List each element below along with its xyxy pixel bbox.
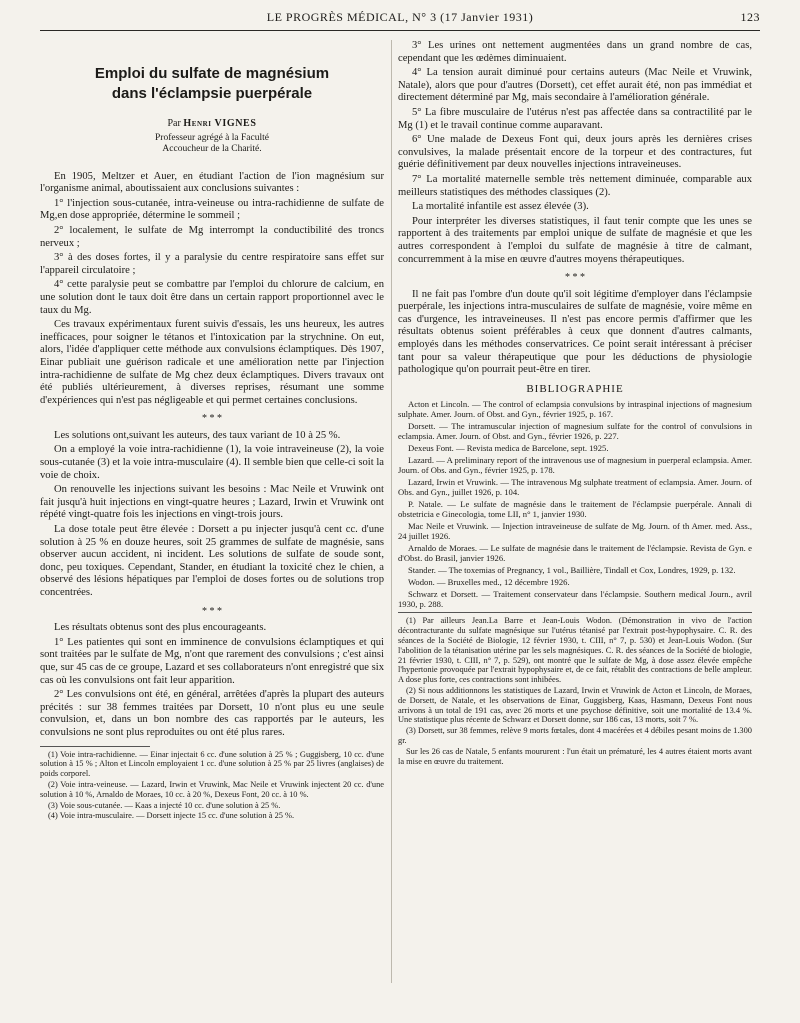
footnote: (1) Voie intra-rachidienne. — Einar injectait 6 cc. d'une solution à 25 % ; Guggisberg, 10 cc. d'une solution à 15 % ; Alton et Lincoln employaient 1 cc. d'une solution à 25 % par 25 livres (anglaises) de poids corporel. <box>40 749 384 779</box>
bibliography-entry: Schwarz et Dorsett. — Traitement conservateur dans l'éclampsie. Southern medical Journ., avril 1930, p. 288. <box>398 589 752 610</box>
paragraph: Il ne fait pas l'ombre d'un doute qu'il soit légitime d'employer dans l'éclampsie puerpérale, les injections intra-musculaires de sulfate de magnésie, voire même en cas d'urgence, les intraveineuses. Il n'est pas encore permis d'affirmer que les résultats obtenus soient préférables à ceux que donnent d'autres calmants, employés dans les méthodes conservatrices. Ce point serait intéressant à préciser tant pour sa valeur thérapeutique que pour les déductions de physiologie pathologique qu'on pourrait peut-être en tirer. <box>398 288 752 376</box>
paragraph: 6° Une malade de Dexeus Font qui, deux jours après les dernières crises convulsives, la malade présentait encore de la torpeur et des contractures, fut guérie définitivement par deux nouvelles injections intraveineuses. <box>398 134 752 171</box>
footnote: (1) Par ailleurs Jean.La Barre et Jean-Louis Wodon. (Démonstration in vivo de l'action décontracturante du sulfate magnésique sur l'utérus tétanisé par l'extrait post-hypophysaire. C. R. des séances de la Société de Biologie, 12 février 1930, t. CIII, n° 7, p. 530) et Jean-Louis Wodon. (Sur l'abolition de la tétanisation utérine par les sels magnésiques. C. R. des séances de la Société de biologie, 21 février 1930, t. CIII, n° 7, p. 529), ont montré que le sulfate de Mg, à dose assez élevée empêche l'hypertonie provoquée par l'extrait hypophysaire et, de ce fait, rétablit des contractions de belle ampleur. A dose plus forte, ces contractions sont inhibées. <box>398 616 752 685</box>
bibliography-title: BIBLIOGRAPHIE <box>526 382 624 395</box>
article-title-line-1: Emploi du sulfate de magnésium <box>94 65 330 82</box>
affiliation <box>40 133 384 155</box>
left-column <box>40 40 384 822</box>
paragraph: 4° cette paralysie peut se combattre par l'emploi du chlorure de calcium, en une solution dont le taux doit être dans un certain rapport proportionnel avec le taux du Mg. <box>40 279 384 316</box>
paragraph: 4° La tension aurait diminué pour certains auteurs (Mac Neile et Vruwink, Natale), alors que pour d'autres (Dorsett), cet effet aurait été, non pas immédiat et directement déterminé par Mg, mais secondaire à l'amélioration générale. <box>398 67 752 104</box>
affiliation-line-1: Professeur agrégé à la Faculté <box>155 132 269 143</box>
bibliography-entry: P. Natale. — Le sulfate de magnésie dans le traitement de l'éclampsie puerpérale. Annali di obstetricia e Ginecologia, tome LII, n° 1, janvier 1930. <box>398 499 752 520</box>
paragraph: On a employé la voie intra-rachidienne (1), la voie intraveineuse (2), la voie sous-cutanée (3) et la voie intra-musculaire (4). Il semble bien que celle-ci soit la voie de choix. <box>40 444 384 481</box>
author-name: Henri VIGNES <box>183 118 257 129</box>
bibliography-entry: Dorsett. — The intramuscular injection of magnesium sulfate for the control of convulsions in eclampsia. Amer. Journ. of Obst. and Gyn., février 1926, p. 227. <box>398 421 752 442</box>
affiliation-line-2: Accoucheur de la Charité. <box>162 143 262 154</box>
byline-prefix: Par <box>167 118 181 129</box>
section-separator-stars: * * * <box>202 413 222 425</box>
running-head <box>40 10 760 28</box>
footnote-rule <box>398 612 752 613</box>
paragraph: La dose totale peut être élevée : Dorsett a pu injecter jusqu'à cent cc. d'une solution à 25 % en douze heures, soit 25 grammes de sulfate de magnésie, sans observer aucun accident, ni incident. Les solutions de sulfate de soude sont, donc, peu toxiques. Cependant, Stander, en étudiant la toxicité chez le chien, a observé des lésions hépatiques par l'emploi de doses fortes ou de solutions trop concentrées. <box>40 524 384 598</box>
bibliography-entry: Dexeus Font. — Revista medica de Barcelone, sept. 1925. <box>408 443 609 454</box>
bibliography-entry: Wodon. — Bruxelles med., 12 décembre 1926. <box>408 577 570 588</box>
paragraph: 1° Les patientes qui sont en imminence de convulsions éclamptiques et qui sont traitées par le sulfate de Mg, n'ont que rarement des convulsions ; c'est ainsi que, sur 45 cas de ce groupe, Lazard et ses collaborateurs n'ont enregistré que six cas où les convulsions ont fait leur apparition. <box>40 636 384 686</box>
paragraph: 2° Les convulsions ont été, en général, arrêtées d'après la plupart des auteurs précités : sur 38 femmes traitées par Dorsett, 10 n'ont plus eu une seule convulsion, et, dans un bon nombre des cas rapportés par le auteurs, les convulsions ne sont plus reproduites ou ont été plus rares. <box>40 689 384 738</box>
page-number: 123 <box>740 10 760 24</box>
paragraph: Les solutions ont,suivant les auteurs, des taux variant de 10 à 25 %. <box>54 429 341 441</box>
bibliography-entry: Arnaldo de Moraes. — Le sulfate de magnésie dans le traitement de l'éclampsie. Revista de Gyn. e d'Obst. do Brasil, janvier 1926. <box>398 543 752 564</box>
byline <box>40 118 384 131</box>
footnote: Sur les 26 cas de Natale, 5 enfants moururent : l'un était un prématuré, les 4 autres étaient morts avant la mise en œuvre du traitement. <box>398 746 752 766</box>
footnote: (2) Si nous additionnons les statistiques de Lazard, Irwin et Vruwink de Acton et Lincoln, de Moraes, de Dorsett, de Natale, et les observations de Einar, Guggisberg, Kaas, Hasmann, Dexeus Font nous arrivons à un total de 191 cas, avec 26 morts et une psychose définitive, soit une mortalité de 13.4 %. Une statistique plus récente de Schwarz et Dorsett donne, sur 186 cas, 13 morts, soit 7 %. <box>398 686 752 725</box>
paragraph: Ces travaux expérimentaux furent suivis d'essais, les uns heureux, les autres inefficaces, pour soigner le tétanos et l'intoxication par la strychnine. On eut, alors, l'idée d'appliquer cette méthode aux convulsions éclamptiques. Dès 1907, Einar publiait une guérison radicale et une amélioration nette par l'injection intra-rachidienne de sulfate de Mg chez deux éclamptiques. Divers travaux ont été publiés ultérieurement, à diverses reprises, résumant une somme d'expériences qui n'est pas négligeable et qui permet certaines conclusions. <box>40 319 384 406</box>
paragraph: On renouvelle les injections suivant les besoins : Mac Neile et Vruwink ont fait jusqu'à huit injections en vingt-quatre heures ; Lazard, Irwin et Vruwink ont répété vingt-quatre fois les injections en vingt-trois jours. <box>40 484 384 521</box>
paragraph: 5° La fibre musculaire de l'utérus n'est pas affectée dans sa contractilité par le Mg (1) et le travail continue comme auparavant. <box>398 106 752 131</box>
section-separator-stars: * * * <box>565 272 585 284</box>
running-title: LE PROGRÈS MÉDICAL, N° 3 (17 Janvier 1931) <box>266 10 534 24</box>
paragraph: Pour interpréter les diverses statistiques, il faut tenir compte que les unes se rapportent à des traitements par emploi unique de sulfate de magnésie et que les autres correspondent à l'emploi du sulfate de magnésie à titre de calmant, concurremment à la mise en œuvre d'autres moyens thérapeutiques. <box>398 215 752 265</box>
column-divider <box>391 40 392 983</box>
section-separator-stars: * * * <box>202 605 222 617</box>
bibliography-entry: Stander. — The toxemias of Pregnancy, 1 vol., Baillière, Tindall et Cox, Londres, 1929, p. 132. <box>408 565 736 576</box>
footnote: (3) Voie sous-cutanée. — Kaas a injecté 10 cc. d'une solution à 25 %. <box>48 800 281 810</box>
paragraph: 7° La mortalité maternelle semble très nettement diminuée, comparable aux meilleurs statistiques des méthodes classiques (2). <box>398 173 752 198</box>
paragraph: La mortalité infantile est assez élevée (3). <box>412 201 589 213</box>
paragraph: 3° Les urines ont nettement augmentées dans un grand nombre de cas, cependant que les œdèmes diminuaient. <box>398 40 752 64</box>
footnote-rule <box>40 746 150 747</box>
paragraph: Les résultats obtenus sont des plus encourageants. <box>54 622 267 634</box>
right-column <box>398 40 752 767</box>
paragraph: 1° l'injection sous-cutanée, intra-veineuse ou intra-rachidienne de sulfate de Mg,en dose appropriée, détermine le sommeil ; <box>40 197 384 222</box>
bibliography-entry: Lazard, Irwin et Vruwink. — The intravenous Mg sulphate treatment of eclampsia. Amer. Journ. of Obs. and Gyn., juillet 1926, p. 104. <box>398 477 752 498</box>
paragraph: 3° à des doses fortes, il y a paralysie du centre respiratoire sans effet sur l'appareil circulatoire ; <box>40 252 384 276</box>
header-rule <box>40 30 760 31</box>
bibliography-entry: Mac Neile et Vruwink. — Injection intraveineuse de sulfate de Mg. Journ. of th Amer. med. Ass., 24 juillet 1926. <box>398 521 752 542</box>
article-title <box>40 64 384 104</box>
footnote: (4) Voie intra-musculaire. — Dorsett injecte 15 cc. d'une solution à 25 %. <box>48 811 295 821</box>
paragraph: En 1905, Meltzer et Auer, en étudiant l'action de l'ion magnésium sur l'organisme animal, aboutissaient aux conclusions suivantes : <box>40 170 384 195</box>
article-title-line-2: dans l'éclampsie puerpérale <box>111 85 313 102</box>
footnote: (3) Dorsett, sur 38 femmes, relève 9 morts fœtales, dont 4 macérées et 4 débiles pesant moins de 1.300 gr. <box>398 726 752 745</box>
bibliography-entry: Acton et Lincoln. — The control of eclampsia convulsions by intraspinal injections of magnesium sulphate. Amer. Journ. of Obst. and Gyn., février 1925, p. 167. <box>398 399 752 420</box>
paragraph: 2° localement, le sulfate de Mg interrompt la conductibilité des troncs nerveux ; <box>40 224 384 249</box>
footnote: (2) Voie intra-veineuse. — Lazard, Irwin et Vruwink, Mac Neile et Vruwink injectent 20 cc. d'une solution à 10 %, Arnaldo de Moraes, 10 cc. à 20 %, Dexeus Font, 20 cc. à 10 %. <box>40 779 384 799</box>
bibliography-entry: Lazard. — A preliminary report of the intravenous use of magnesium in puerperal eclampsia. Amer. Journ. of Obs. and Gyn., février 1925, p. 178. <box>398 455 752 476</box>
